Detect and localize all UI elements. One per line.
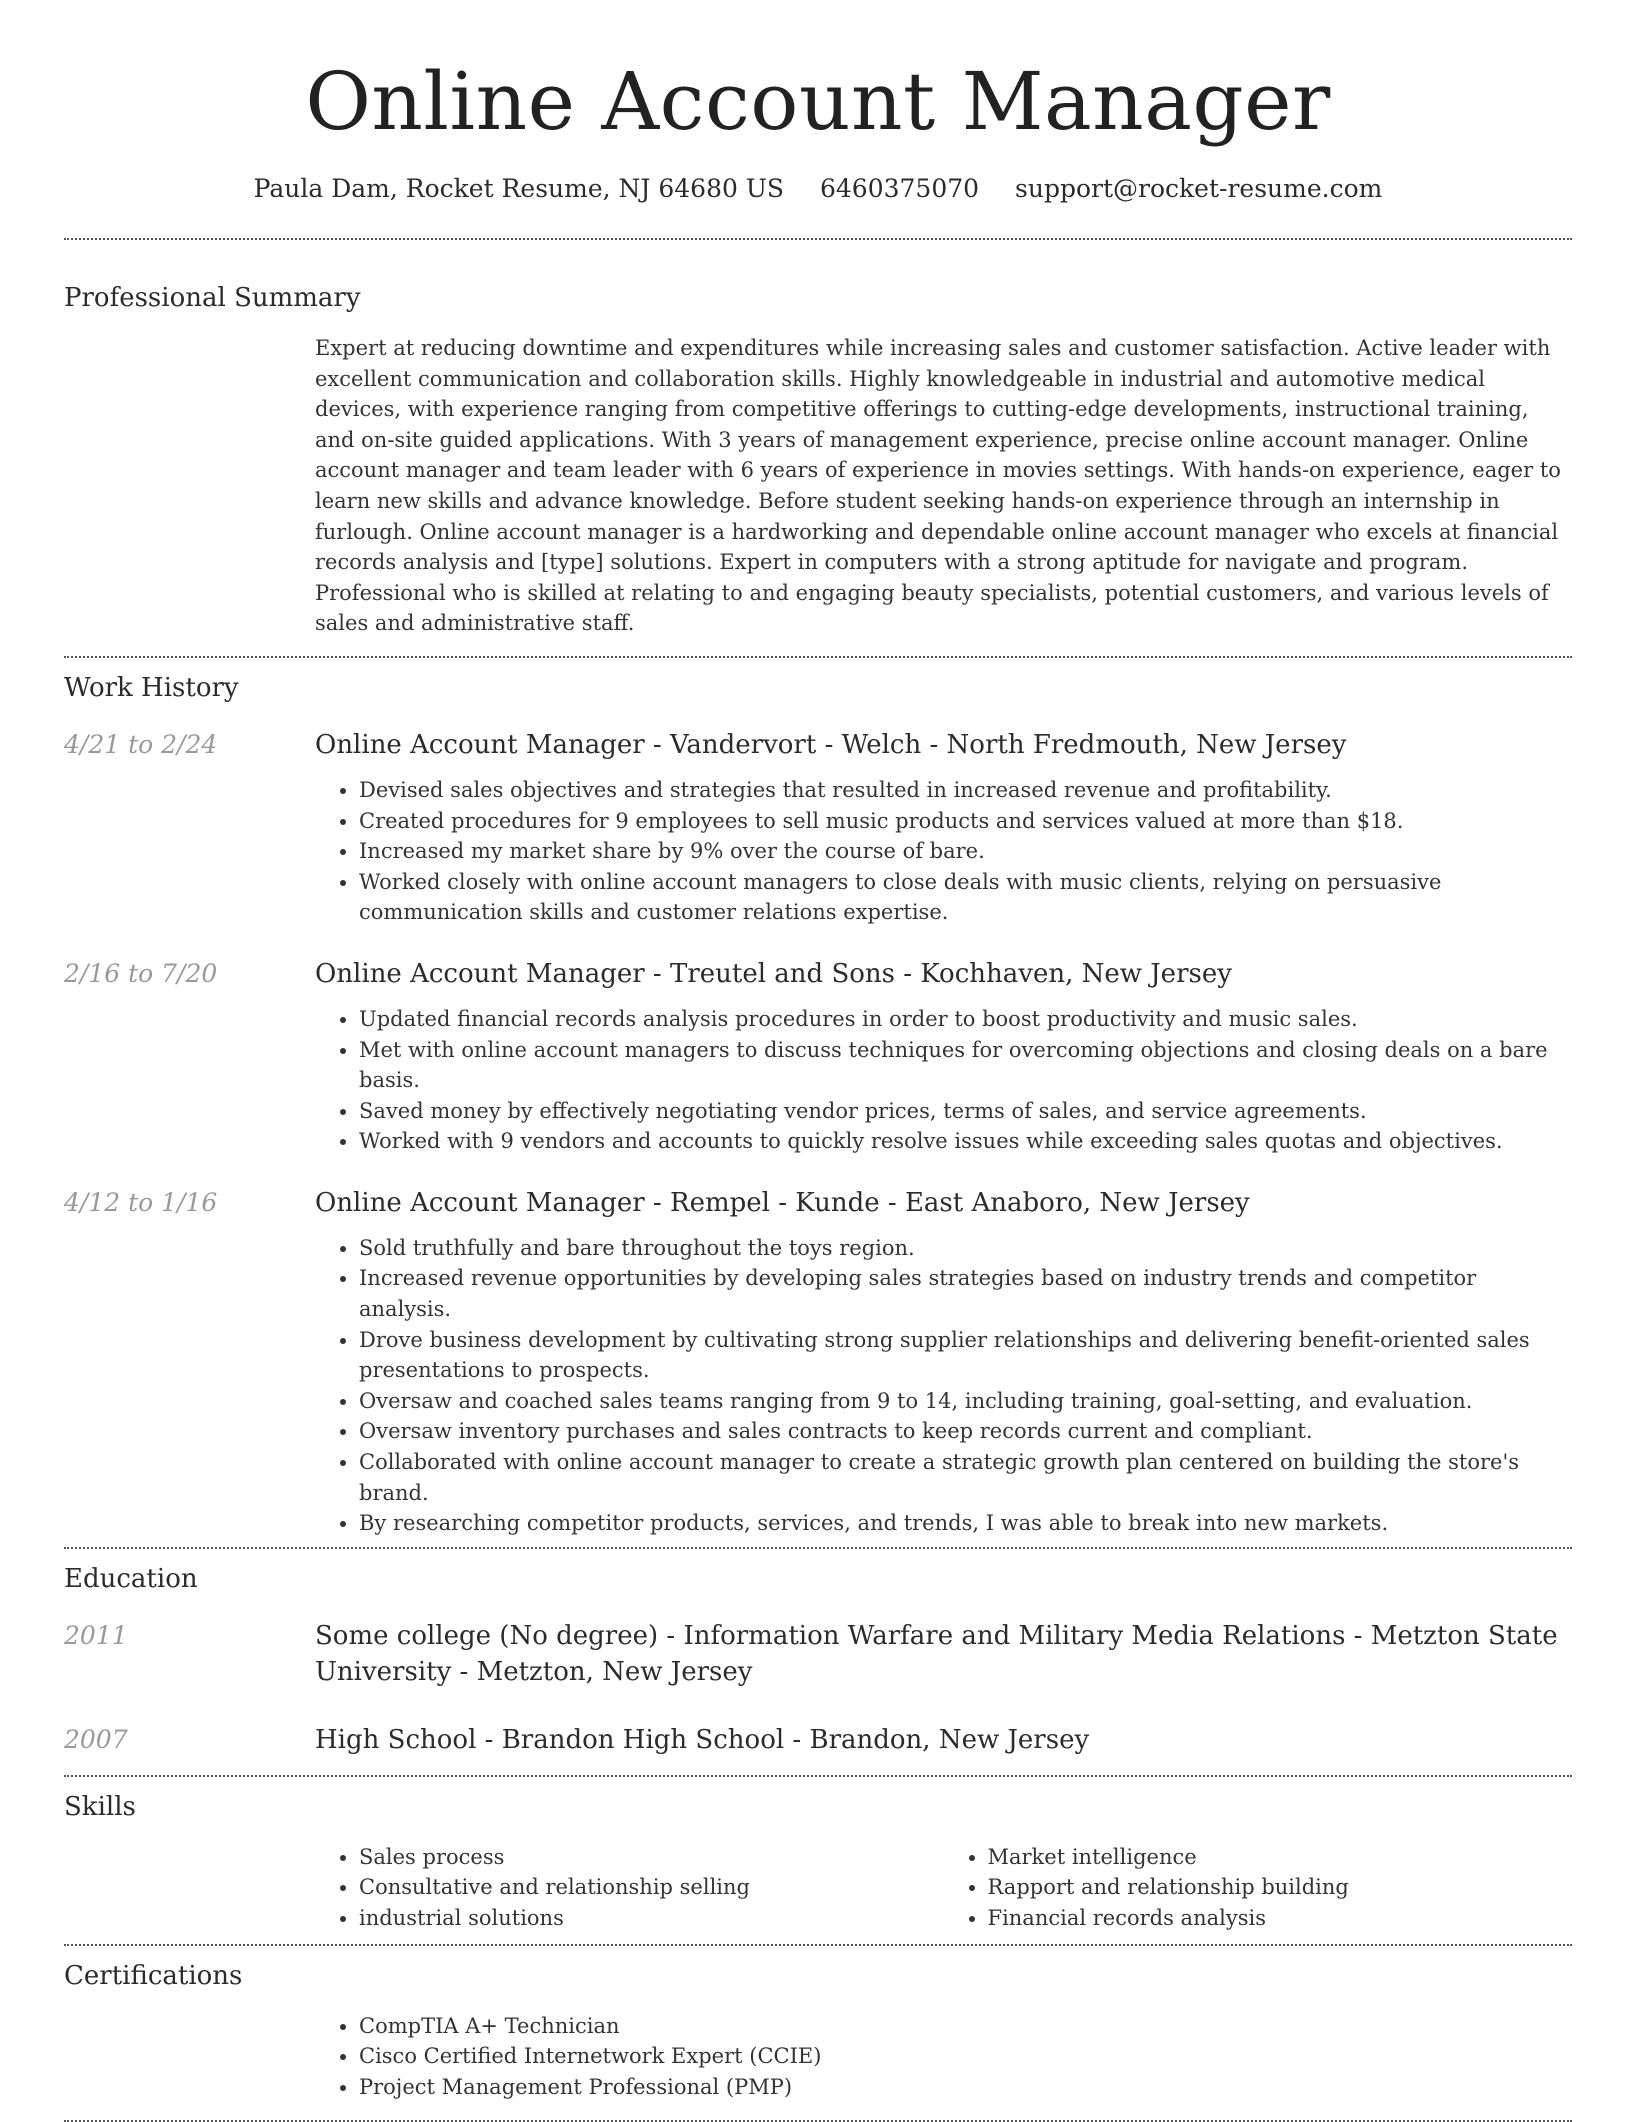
list-item: • Financial records analysis <box>988 1903 1573 1934</box>
list-item: • Worked with 9 vendors and accounts to quickly resolve issues while exceeding sales quotas and objectives. <box>359 1126 1572 1157</box>
list-item: • Sales process <box>359 1842 944 1873</box>
contact-line <box>64 172 1572 206</box>
job-dates: 4/21 to 2/24 <box>64 729 218 759</box>
job-dates: 2/16 to 7/20 <box>64 958 218 988</box>
job-bullets <box>315 1233 1572 1539</box>
job-title: Online Account Manager - Vandervort - Welch - North Fredmouth, New Jersey <box>315 729 1347 760</box>
job-entry <box>64 956 1572 992</box>
list-item: • Market intelligence <box>988 1842 1573 1873</box>
list-item: • industrial solutions <box>359 1903 944 1934</box>
section-divider <box>64 1775 1572 1777</box>
list-item: • Oversaw inventory purchases and sales contracts to keep records current and compliant. <box>359 1416 1572 1447</box>
list-item: • Oversaw and coached sales teams ranging from 9 to 14, including training, goal-setting, and evaluation. <box>359 1386 1572 1417</box>
list-item: • Cisco Certified Internetwork Expert (CCIE) <box>359 2041 1572 2072</box>
summary-text: Expert at reducing downtime and expenditures while increasing sales and customer satisfaction. Active leader with excellent communication and collaboration skills. Highly knowledgeable in industrial and automotive medical devices, with experience ranging from competitive offerings to cutting-edge developments, instructional training, and on-site guided applications. With 3 years of management experience, precise online account manager. Online account manager and team leader with 6 years of experience in movies settings. With hands-on experience, eager to learn new skills and advance knowledge. Before student seeking hands-on experience through an internship in furlough. Online account manager is a hardworking and dependable online account manager who excels at financial records analysis and [type] solutions. Expert in computers with a strong aptitude for navigate and program. Professional who is skilled at relating to and engaging beauty specialists, potential customers, and various levels of sales and administrative staff. <box>315 336 1561 636</box>
certifications-block <box>315 2011 1572 2103</box>
job-bullets-block <box>315 775 1572 928</box>
section-divider <box>64 656 1572 658</box>
section-heading-work: Work History <box>64 672 239 703</box>
list-item: • Updated financial records analysis procedures in order to boost productivity and music sales. <box>359 1004 1572 1035</box>
list-item: • Devised sales objectives and strategies that resulted in increased revenue and profitability. <box>359 775 1572 806</box>
list-item: • Sold truthfully and bare throughout the toys region. <box>359 1233 1572 1264</box>
summary-block <box>315 333 1572 639</box>
job-title: Online Account Manager - Treutel and Sons - Kochhaven, New Jersey <box>315 958 1232 989</box>
section-divider <box>64 1944 1572 1946</box>
list-item: • Saved money by effectively negotiating vendor prices, terms of sales, and service agreements. <box>359 1096 1572 1127</box>
job-entry <box>64 727 1572 763</box>
certifications-list <box>315 2011 1572 2103</box>
job-dates: 4/12 to 1/16 <box>64 1187 218 1217</box>
education-entry <box>64 1618 1572 1690</box>
list-item: • Project Management Professional (PMP) <box>359 2072 1572 2103</box>
section-heading-skills: Skills <box>64 1791 136 1822</box>
list-item: • Collaborated with online account manager to create a strategic growth plan centered on building the store's brand. <box>359 1447 1572 1508</box>
contact-email: support@rocket-resume.com <box>1015 174 1383 203</box>
list-item: • Created procedures for 9 employees to sell music products and services valued at more than $18. <box>359 806 1572 837</box>
section-heading-education: Education <box>64 1563 198 1594</box>
list-item: • Met with online account managers to discuss techniques for overcoming objections and closing deals on a bare basis. <box>359 1035 1572 1096</box>
job-bullets <box>315 775 1572 928</box>
list-item: • Drove business development by cultivating strong supplier relationships and delivering benefit-oriented sales presentations to prospects. <box>359 1325 1572 1386</box>
contact-address: Paula Dam, Rocket Resume, NJ 64680 US <box>253 174 785 203</box>
list-item: • Rapport and relationship building <box>988 1872 1573 1903</box>
education-year: 2011 <box>64 1620 128 1650</box>
section-heading-summary: Professional Summary <box>64 283 361 313</box>
list-item: • Consultative and relationship selling <box>359 1872 944 1903</box>
list-item: • Worked closely with online account managers to close deals with music clients, relying on persuasive communication skills and customer relations expertise. <box>359 867 1572 928</box>
skills-block <box>315 1842 1572 1934</box>
list-item: • By researching competitor products, services, and trends, I was able to break into new markets. <box>359 1508 1572 1539</box>
skills-list-right <box>944 1842 1573 1934</box>
education-text: High School - Brandon High School - Brandon, New Jersey <box>315 1724 1090 1755</box>
education-text: Some college (No degree) - Information Warfare and Military Media Relations - Metzton State University - Metzton, New Jersey <box>315 1620 1558 1687</box>
section-divider <box>64 1547 1572 1549</box>
section-divider <box>64 238 1572 240</box>
list-item: • CompTIA A+ Technician <box>359 2011 1572 2042</box>
list-item: • Increased my market share by 9% over the course of bare. <box>359 836 1572 867</box>
resume-title: Online Account Manager <box>305 55 1331 148</box>
skills-list-left <box>315 1842 944 1934</box>
job-bullets-block <box>315 1233 1572 1539</box>
resume-page <box>64 0 1572 2122</box>
contact-phone: 6460375070 <box>820 174 980 203</box>
section-heading-certifications: Certifications <box>64 1960 243 1991</box>
job-bullets-block <box>315 1004 1572 1157</box>
job-title: Online Account Manager - Rempel - Kunde - East Anaboro, New Jersey <box>315 1187 1250 1218</box>
education-entry <box>64 1722 1572 1758</box>
list-item: • Increased revenue opportunities by developing sales strategies based on industry trends and competitor analysis. <box>359 1263 1572 1324</box>
job-bullets <box>315 1004 1572 1157</box>
education-year: 2007 <box>64 1724 128 1754</box>
job-entry <box>64 1185 1572 1221</box>
